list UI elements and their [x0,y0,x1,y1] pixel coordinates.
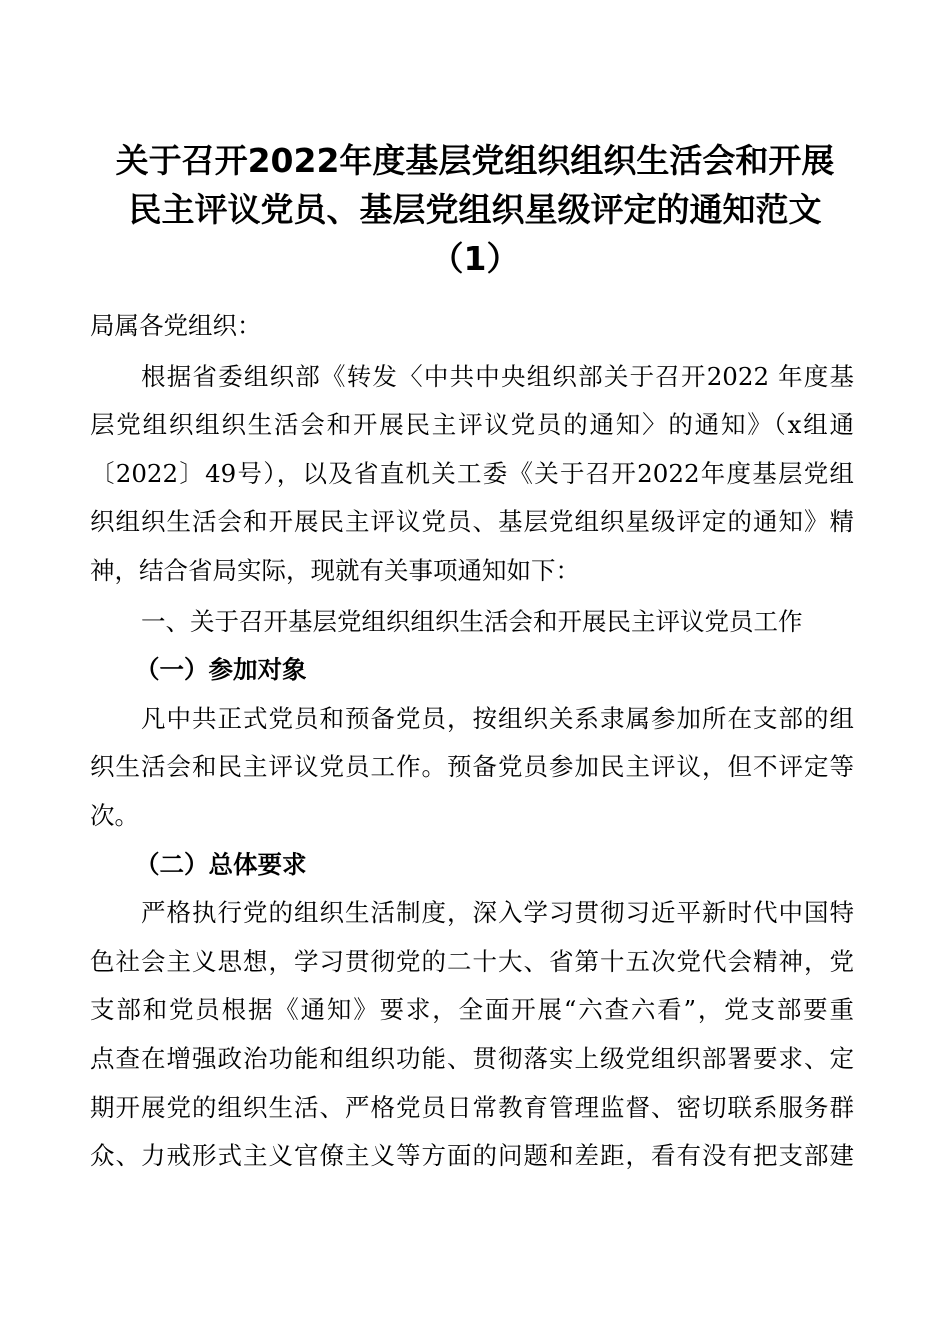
salutation: 局属各党组织： [90,311,262,340]
paragraph-line: 根据省委组织部《转发〈中共中央组织部关于召开2022 年度基 [141,361,854,391]
paragraph-line: 点查在增强政治功能和组织功能、贯彻落实上级党组织部署要求、定 [90,1043,854,1073]
paragraph-line: 织生活会和民主评议党员工作。预备党员参加民主评议，但不评定等 [90,752,854,782]
paragraph-line: 色社会主义思想，学习贯彻党的二十大、省第十五次党代会精神，党 [90,946,854,976]
subsection-heading: （一）参加对象 [135,655,307,685]
paragraph-line: 层党组织组织生活会和开展民主评议党员的通知〉的通知》（x组通 [90,410,854,440]
paragraph-line: 神，结合省局实际，现就有关事项通知如下： [90,555,580,585]
paragraph-line: 〔2022〕49号），以及省直机关工委《关于召开2022年度基层党组 [90,458,854,488]
sub1-paragraph [90,695,854,841]
paragraph-line: 期开展党的组织生活、严格党员日常教育管理监督、密切联系服务群 [90,1092,854,1122]
subsection-heading: （二）总体要求 [135,849,307,879]
document-title [60,136,890,283]
intro-paragraph [90,353,854,596]
document-body [90,302,854,1181]
paragraph-line: 凡中共正式党员和预备党员，按组织关系隶属参加所在支部的组 [141,703,854,733]
title-line: （1） [430,239,520,278]
paragraph-line: 次。 [90,800,139,830]
title-line: 民主评议党员、基层党组织星级评定的通知范文 [128,190,822,229]
paragraph-line: 严格执行党的组织生活制度，深入学习贯彻习近平新时代中国特 [141,898,854,928]
title-line: 关于召开2022年度基层党组织组织生活会和开展 [115,141,835,180]
paragraph-line: 支部和党员根据《通知》要求，全面开展“六查六看”，党支部要重 [90,995,854,1025]
section-heading: 一、关于召开基层党组织组织生活会和开展民主评议党员工作 [141,606,803,636]
paragraph-line: 织组织生活会和开展民主评议党员、基层党组织星级评定的通知》精 [90,507,854,537]
paragraph-line: 众、力戒形式主义官僚主义等方面的问题和差距，看有没有把支部建 [90,1141,854,1171]
sub2-paragraph [90,889,854,1181]
